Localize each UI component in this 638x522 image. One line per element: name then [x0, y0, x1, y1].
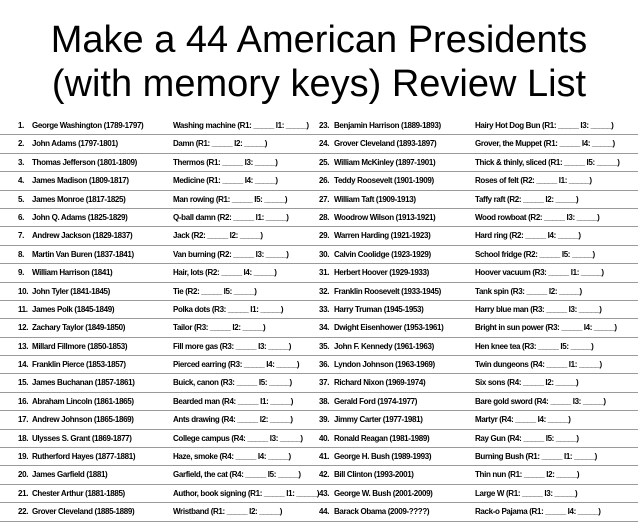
memory-key: Thick & thinly, sliced (R1: _____ I5: _____) [475, 157, 620, 167]
memory-key: Bare gold sword (R4: _____ I3: _____) [475, 396, 606, 406]
president-row [0, 227, 319, 245]
president-name: Jimmy Carter (1977-1981) [334, 415, 423, 425]
president-name: Thomas Jefferson (1801-1809) [32, 157, 137, 167]
president-number: 30. [319, 249, 330, 259]
memory-key: Fill more gas (R3: _____ I3: _____) [173, 341, 292, 351]
president-name: Franklin Pierce (1853-1857) [32, 360, 126, 370]
president-number: 1. [18, 121, 24, 130]
memory-key: Harry blue man (R3: _____ I3: _____) [475, 304, 602, 314]
president-name: Warren Harding (1921-1923) [334, 231, 431, 241]
president-name: William McKinley (1897-1901) [334, 157, 436, 167]
president-name: Ronald Reagan (1981-1989) [334, 433, 430, 443]
president-number: 22. [18, 507, 29, 517]
president-name: Lyndon Johnson (1963-1969) [334, 360, 435, 370]
president-row [319, 135, 638, 153]
president-number: 10. [18, 286, 29, 296]
memory-key: Bright in sun power (R3: _____ I4: _____) [475, 323, 617, 333]
president-name: Zachary Taylor (1849-1850) [32, 323, 126, 333]
president-number: 36. [319, 360, 330, 370]
memory-key: College campus (R4: _____ I3: _____) [173, 433, 303, 443]
president-name: Grover Cleveland (1885-1889) [32, 507, 135, 517]
president-number: 35. [319, 341, 330, 351]
president-row [319, 246, 638, 264]
president-name: John F. Kennedy (1961-1963) [334, 341, 434, 351]
president-number: 20. [18, 470, 29, 480]
memory-key: Hoover vacuum (R3: _____ I1: _____) [475, 268, 604, 278]
president-name: James Madison (1809-1817) [32, 176, 129, 186]
president-name: Bill Clinton (1993-2001) [334, 470, 414, 480]
memory-key: Grover, the Muppet (R1: _____ I4: _____) [475, 139, 615, 149]
president-number: 43. [319, 488, 330, 498]
memory-key: Q-ball damn (R2: _____ I1: _____) [173, 212, 289, 222]
memory-key: Medicine (R1: _____ I4: _____) [173, 176, 278, 186]
president-number: 40. [319, 433, 330, 443]
president-number: 38. [319, 396, 330, 406]
president-row [0, 246, 319, 264]
memory-key: Ants drawing (R4: _____ I2: _____) [173, 415, 293, 425]
president-row [319, 503, 638, 521]
president-number: 3. [18, 157, 24, 167]
president-number: 15. [18, 378, 29, 388]
president-row [319, 319, 638, 337]
president-row [319, 264, 638, 282]
president-row [319, 393, 638, 411]
president-row [0, 374, 319, 392]
memory-key: Author, book signing (R1: _____ I1: _____) [173, 488, 319, 498]
president-number: 9. [18, 268, 24, 278]
president-number: 37. [319, 378, 330, 388]
president-name: James Garfield (1881) [32, 470, 108, 480]
president-row [0, 430, 319, 448]
president-number: 41. [319, 452, 330, 462]
memory-key: Tank spin (R3: _____ I2: _____) [475, 286, 582, 296]
president-number: 34. [319, 323, 330, 333]
president-row [319, 430, 638, 448]
page-title-line-1: Make a 44 American Presidents [50, 19, 588, 61]
president-name: John Adams (1797-1801) [32, 139, 118, 149]
president-number: 14. [18, 360, 29, 370]
president-name: Abraham Lincoln (1861-1865) [32, 396, 134, 406]
president-row [319, 356, 638, 374]
president-number: 12. [18, 323, 29, 333]
president-name: William Taft (1909-1913) [334, 194, 416, 204]
president-number: 26. [319, 176, 330, 186]
memory-key: Wood rowboat (R2: _____ I3: _____) [475, 212, 600, 222]
memory-key: Ray Gun (R4: _____ I5: _____) [475, 433, 579, 443]
president-name: Andrew Johnson (1865-1869) [32, 415, 134, 425]
president-number: 8. [18, 249, 24, 259]
memory-key: Thin nun (R1: _____ I2: _____) [475, 470, 580, 480]
president-name: George W. Bush (2001-2009) [334, 488, 433, 498]
memory-key: Hair, lots (R2: _____ I4: _____) [173, 268, 277, 278]
memory-key: Rack-o Pajama (R1: _____ I4: _____) [475, 507, 601, 517]
president-row [319, 154, 638, 172]
memory-key: Tailor (R3: _____ I2: _____) [173, 323, 266, 333]
memory-key: Haze, smoke (R4: _____ I4: _____) [173, 452, 291, 462]
president-name: Ulysses S. Grant (1869-1877) [32, 433, 132, 443]
president-number: 13. [18, 341, 29, 351]
memory-key: Martyr (R4: _____ I4: _____) [475, 415, 571, 425]
president-name: Harry Truman (1945-1953) [334, 304, 424, 314]
president-number: 2. [18, 139, 24, 149]
memory-key: Polka dots (R3: _____ I1: _____) [173, 304, 284, 314]
memory-key: Burning Bush (R1: _____ I1: _____) [475, 452, 597, 462]
memory-key: Hairy Hot Dog Bun (R1: _____ I3: _____) [475, 121, 614, 130]
president-number: 23. [319, 121, 330, 130]
president-row [319, 466, 638, 484]
president-number: 39. [319, 415, 330, 425]
president-row [0, 485, 319, 503]
president-row [0, 191, 319, 209]
president-number: 11. [18, 304, 28, 314]
president-number: 18. [18, 433, 29, 443]
president-row [0, 172, 319, 190]
president-row [0, 503, 319, 521]
president-number: 25. [319, 157, 330, 167]
president-name: Barack Obama (2009-????) [334, 507, 430, 517]
left-column [0, 117, 319, 522]
president-row [319, 191, 638, 209]
memory-key: Damn (R1: _____ I2: _____) [173, 139, 268, 149]
president-row [0, 411, 319, 429]
president-row [319, 301, 638, 319]
president-number: 33. [319, 304, 330, 314]
memory-key: Tie (R2: _____ I5: _____) [173, 286, 257, 296]
president-row [319, 172, 638, 190]
president-name: Gerald Ford (1974-1977) [334, 396, 418, 406]
president-name: John Q. Adams (1825-1829) [32, 212, 128, 222]
memory-key: Van burning (R2: _____ I3: _____) [173, 249, 289, 259]
president-name: John Tyler (1841-1845) [32, 286, 110, 296]
president-row [0, 466, 319, 484]
president-row [0, 301, 319, 319]
president-number: 29. [319, 231, 330, 241]
president-row [0, 283, 319, 301]
memory-key: Washing machine (R1: _____ I1: _____) [173, 121, 309, 130]
president-row [0, 319, 319, 337]
president-name: George Washington (1789-1797) [32, 121, 144, 130]
memory-key: Garfield, the cat (R4: _____ I5: _____) [173, 470, 301, 480]
president-name: Teddy Roosevelt (1901-1909) [334, 176, 434, 186]
memory-key: Roses of felt (R2: _____ I1: _____) [475, 176, 592, 186]
president-row [0, 393, 319, 411]
president-row [0, 135, 319, 153]
president-row [319, 227, 638, 245]
president-number: 4. [18, 176, 24, 186]
memory-key: Thermos (R1: _____ I3: _____) [173, 157, 278, 167]
president-number: 42. [319, 470, 330, 480]
president-number: 16. [18, 396, 29, 406]
president-row [319, 374, 638, 392]
president-name: Calvin Coolidge (1923-1929) [334, 249, 431, 259]
president-name: George H. Bush (1989-1993) [334, 452, 432, 462]
president-name: Millard Fillmore (1850-1853) [32, 341, 128, 351]
president-name: Benjamin Harrison (1889-1893) [334, 121, 441, 130]
president-row [0, 264, 319, 282]
president-name: James Polk (1845-1849) [32, 304, 115, 314]
president-row [319, 283, 638, 301]
president-number: 24. [319, 139, 330, 149]
president-number: 28. [319, 212, 330, 222]
president-name: Chester Arthur (1881-1885) [32, 488, 125, 498]
president-row [319, 448, 638, 466]
president-name: Richard Nixon (1969-1974) [334, 378, 426, 388]
president-name: Grover Cleveland (1893-1897) [334, 139, 437, 149]
president-row [319, 338, 638, 356]
memory-key: Twin dungeons (R4: _____ I1: _____) [475, 360, 602, 370]
memory-key: Bearded man (R4: _____ I1: _____) [173, 396, 294, 406]
page-title-line-2: (with memory keys) Review List [51, 63, 587, 105]
memory-key: School fridge (R2: _____ I5: _____) [475, 249, 595, 259]
president-row [0, 356, 319, 374]
president-name: James Monroe (1817-1825) [32, 194, 126, 204]
president-number: 32. [319, 286, 330, 296]
president-number: 6. [18, 212, 24, 222]
memory-key: Large W (R1: _____ I3: _____) [475, 488, 578, 498]
president-row [0, 209, 319, 227]
president-row [319, 411, 638, 429]
president-number: 27. [319, 194, 330, 204]
memory-key: Pierced earring (R3: _____ I4: _____) [173, 360, 300, 370]
president-row [319, 209, 638, 227]
president-row [319, 485, 638, 503]
president-row [0, 448, 319, 466]
president-name: Martin Van Buren (1837-1841) [32, 249, 134, 259]
memory-key: Man rowing (R1: _____ I5: _____) [173, 194, 288, 204]
president-name: James Buchanan (1857-1861) [32, 378, 135, 388]
memory-key: Jack (R2: _____ I2: _____) [173, 231, 263, 241]
president-name: Woodrow Wilson (1913-1921) [334, 212, 436, 222]
president-row [0, 117, 319, 135]
president-number: 7. [18, 231, 24, 241]
memory-key: Six sons (R4: _____ I2: _____) [475, 378, 579, 388]
president-number: 21. [18, 488, 29, 498]
memory-key: Wristband (R1: _____ I2: _____) [173, 507, 283, 517]
president-number: 19. [18, 452, 29, 462]
president-name: William Harrison (1841) [32, 268, 113, 278]
president-row [0, 154, 319, 172]
president-name: Rutherford Hayes (1877-1881) [32, 452, 136, 462]
president-name: Franklin Roosevelt (1933-1945) [334, 286, 441, 296]
president-number: 31. [319, 268, 330, 278]
president-row [319, 117, 638, 135]
president-name: Dwight Eisenhower (1953-1961) [334, 323, 444, 333]
president-row [0, 338, 319, 356]
president-number: 17. [18, 415, 29, 425]
right-column [319, 117, 638, 522]
president-number: 5. [18, 194, 24, 204]
memory-key: Hen knee tea (R3: _____ I5: _____) [475, 341, 594, 351]
president-number: 44. [319, 507, 330, 517]
memory-key: Buick, canon (R3: _____ I5: _____) [173, 378, 292, 388]
memory-key: Taffy raft (R2: _____ I2: _____) [475, 194, 579, 204]
president-name: Andrew Jackson (1829-1837) [32, 231, 133, 241]
memory-key: Hard ring (R2: _____ I4: _____) [475, 231, 581, 241]
president-name: Herbert Hoover (1929-1933) [334, 268, 429, 278]
